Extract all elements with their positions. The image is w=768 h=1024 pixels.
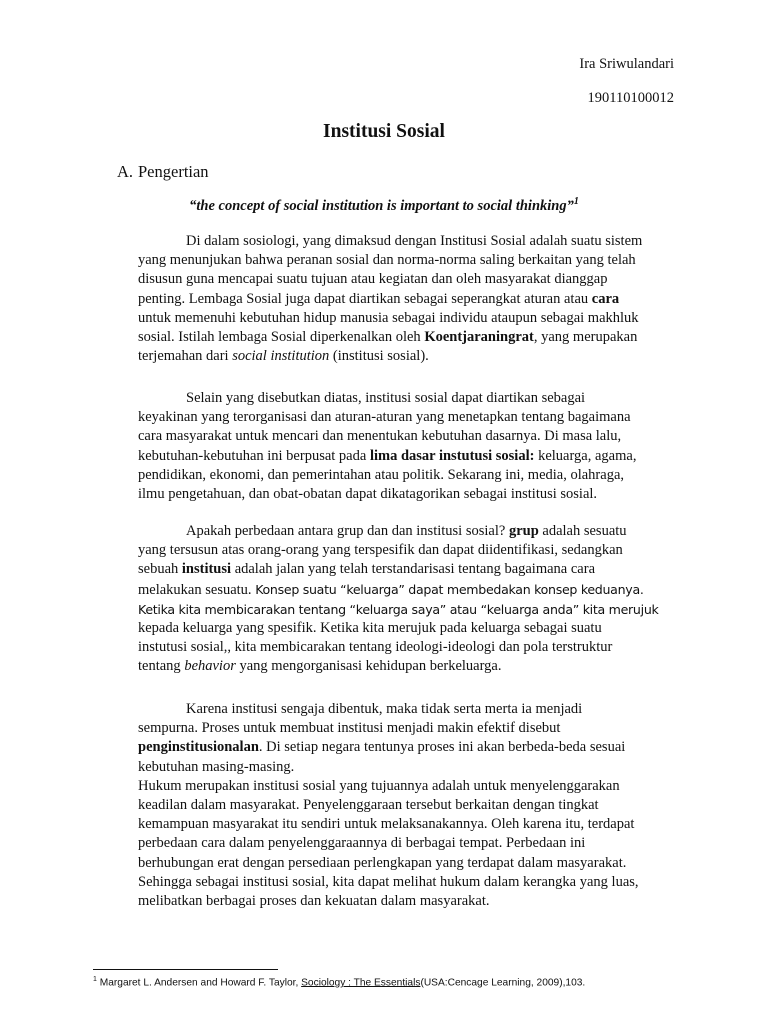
paragraph-line: Hukum merupakan institusi sosial yang tujuannya adalah untuk menyelenggarakan [138,777,620,794]
text-run: kebutuhan-kebutuhan ini berpusat pada [138,447,370,464]
sans-text-run: Konsep suatu “keluarga” dapat membedakan konsep keduanya. [255,581,644,597]
paragraph-line: sempurna. Proses untuk membuat institusi menjadi makin efektif disebut [138,720,561,737]
text-run: terjemahan dari [138,348,233,365]
italic-term: behavior [184,658,236,675]
bold-term: grup [508,523,539,539]
text-run: tentang [138,658,185,675]
paragraph-line: keadilan dalam masyarakat. Penyelenggaraan tersebut berkaitan dengan tingkat [138,797,599,814]
bold-term: institusi [181,561,232,578]
bold-term: Koentjaraningrat [424,329,534,346]
footnote-authors: Margaret L. Andersen and Howard F. Taylor, [96,977,302,989]
paragraph-line: Ketika kita membicarakan tentang “keluarga saya” atau “keluarga anda” kita merujuk [138,601,659,617]
paragraph-line: ilmu pengetahuan, dan obat-obatan dapat dikatagorikan sebagai institusi sosial. [138,486,598,503]
bold-term: lima dasar instutusi sosial: [369,447,535,464]
paragraph-line: yang menunjukan bahwa peranan sosial dan norma-norma saling berkaitan yang telah [138,252,636,269]
paragraph-line: berhubungan erat dengan persediaan perlengkapan yang terdapat dalam masyarakat. [138,854,627,871]
paragraph-line: Sehingga sebagai institusi sosial, kita dapat melihat hukum dalam kerangka yang luas, [138,873,639,890]
paragraph-line: Di dalam sosiologi, yang dimaksud dengan Institusi Sosial adalah suatu sistem [186,233,643,249]
section-heading-text: Pengertian [138,162,209,181]
paragraph-line: melibatkan berbagai proses dan kekuatan dalam masyarakat. [138,893,490,910]
text-run: adalah sesuatu [538,523,627,539]
footnote-number: 1 [93,976,97,983]
italic-term: social institution [232,348,330,365]
section-label: A. [117,162,134,181]
text-run: sebuah [138,561,182,578]
text-run: yang mengorganisasi kehidupan berkeluarga. [235,658,502,675]
text-run: Apakah perbedaan antara grup dan dan institusi sosial? [186,523,509,539]
text-run: sosial. Istilah lembaga Sosial diperkenalkan oleh [138,329,425,346]
paragraph-line: pendidikan, ekonomi, dan pemerintahan atau politik. Sekarang ini, media, olahraga, [138,466,625,483]
paragraph-line: yang tersusun atas orang-orang yang terspesifik dan dapat diidentifikasi, sedangkan [138,542,623,559]
paragraph-4 [138,700,678,911]
paragraph-line: kepada keluarga yang spesifik. Ketika kita merujuk pada keluarga sebagai suatu [138,620,602,637]
footnote-publication: (USA:Cencage Learning, 2009),103. [420,977,586,989]
paragraph-line: Selain yang disebutkan diatas, institusi sosial dapat diartikan sebagai [186,390,586,406]
paragraph-line: kebutuhan masing-masing. [138,758,295,775]
paragraph-line [138,290,678,309]
paragraph-2 [138,389,678,504]
author-name: Ira Sriwulandari [579,56,674,72]
paragraph-line: untuk memenuhi kebutuhan hidup manusia sebagai individu ataupun sebagai makhluk [138,309,639,326]
text-run: penting. Lembaga Sosial juga dapat diartikan sebagai seperangkat aturan atau [138,290,592,307]
text-run: adalah jalan yang telah terstandarisasi tentang bagaimana cara [231,561,595,578]
text-run: . Di setiap negara tentunya proses ini akan berbeda-beda sesuai [258,739,626,756]
paragraph-line [138,560,678,579]
paragraph-line: kemampuan masyarakat itu sendiri untuk melaksanakannya. Oleh karena itu, terdapat [138,816,635,833]
paragraph-line: perbedaan cara dalam penyelenggaraannya di berbagai tempat. Perbedaan ini [138,835,586,852]
paragraph-line [138,447,678,466]
footnote-book-title: Sociology : The Essentials [301,977,421,989]
student-id: 190110100012 [587,90,674,106]
text-run: melakukan sesuatu. [138,581,256,598]
text-run: , yang merupakan [533,329,638,346]
paragraph-line: disusun guna mencapai suatu tujuan atau kegiatan dan oleh masyarakat dianggap [138,271,608,288]
text-run: (institusi sosial). [329,348,429,365]
section-heading [117,162,209,182]
paragraph-line [138,580,678,600]
paragraph-1 [138,232,678,366]
footnote-reference[interactable]: 1 [573,196,579,208]
page-title: Institusi Sosial [323,121,445,142]
paragraph-line: keyakinan yang terorganisasi dan aturan-aturan yang menetapkan tentang bagaimana [138,409,631,426]
paragraph-line [138,347,678,366]
paragraph-line [138,738,678,757]
paragraph-line [138,328,678,347]
paragraph-3 [138,522,678,677]
paragraph-line: cara masyarakat untuk mencari dan menentukan kebutuhan dasarnya. Di masa lalu, [138,428,622,445]
bold-term: penginstitusionalan [138,739,259,756]
quote-text: “the concept of social institution is important to social thinking” [189,198,574,214]
paragraph-line: Karena institusi sengaja dibentuk, maka tidak serta merta ia menjadi [186,701,583,717]
text-run: keluarga, agama, [534,447,637,464]
paragraph-line: instutusi sosial,, kita membicarakan tentang ideologi-ideologi dan pola terstruktur [138,639,613,656]
bold-term: cara [591,290,620,307]
paragraph-line [138,657,678,676]
footnote [93,976,585,988]
epigraph-quote [0,198,768,215]
footnote-divider [93,969,278,970]
paragraph-line [138,522,678,541]
